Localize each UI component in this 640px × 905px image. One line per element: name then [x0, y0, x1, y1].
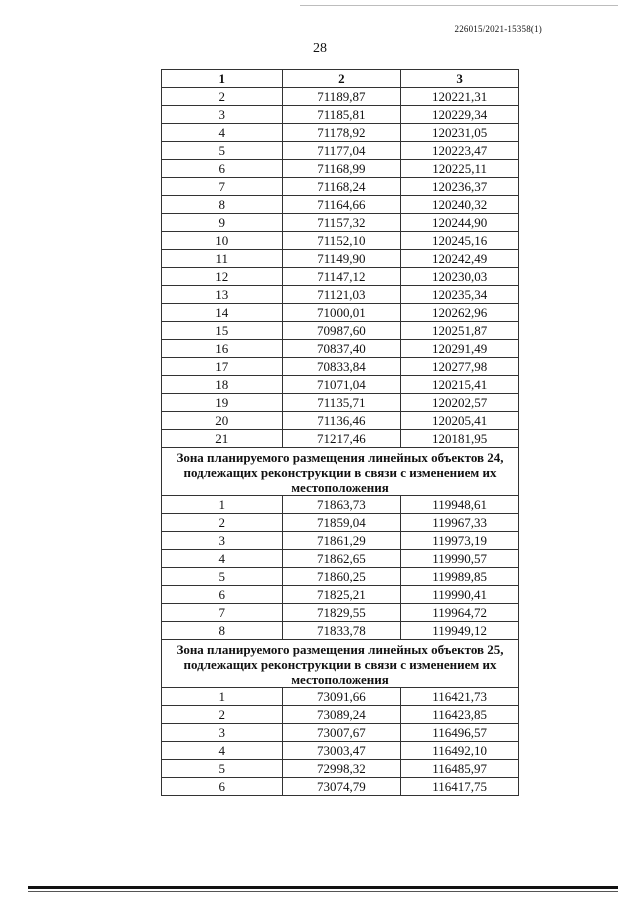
table-row — [162, 394, 519, 412]
table-row — [162, 106, 519, 124]
y-coordinate-cell: 119948,61 — [401, 496, 519, 514]
x-coordinate-cell: 71000,01 — [282, 304, 401, 322]
x-coordinate-cell: 73003,47 — [282, 742, 401, 760]
x-coordinate-cell: 70837,40 — [282, 340, 401, 358]
point-number-cell: 9 — [162, 214, 283, 232]
table-row — [162, 142, 519, 160]
table-row — [162, 604, 519, 622]
y-coordinate-cell: 116417,75 — [401, 778, 519, 796]
y-coordinate-cell: 120277,98 — [401, 358, 519, 376]
table-row — [162, 124, 519, 142]
table-row — [162, 532, 519, 550]
y-coordinate-cell: 119990,57 — [401, 550, 519, 568]
x-coordinate-cell: 71168,24 — [282, 178, 401, 196]
table-row — [162, 622, 519, 640]
y-coordinate-cell: 116485,97 — [401, 760, 519, 778]
y-coordinate-cell: 120251,87 — [401, 322, 519, 340]
x-coordinate-cell: 71217,46 — [282, 430, 401, 448]
y-coordinate-cell: 119973,19 — [401, 532, 519, 550]
column-header-2: 2 — [282, 70, 401, 88]
y-coordinate-cell: 116492,10 — [401, 742, 519, 760]
table-row — [162, 322, 519, 340]
table-row — [162, 214, 519, 232]
x-coordinate-cell: 71862,65 — [282, 550, 401, 568]
y-coordinate-cell: 119989,85 — [401, 568, 519, 586]
x-coordinate-cell: 71178,92 — [282, 124, 401, 142]
point-number-cell: 7 — [162, 604, 283, 622]
y-coordinate-cell: 116421,73 — [401, 688, 519, 706]
y-coordinate-cell: 119949,12 — [401, 622, 519, 640]
y-coordinate-cell: 119990,41 — [401, 586, 519, 604]
table-row — [162, 550, 519, 568]
point-number-cell: 4 — [162, 124, 283, 142]
table-row — [162, 760, 519, 778]
column-header-3: 3 — [401, 70, 519, 88]
table-row — [162, 250, 519, 268]
table-row — [162, 412, 519, 430]
page-number: 28 — [313, 41, 327, 56]
table-row — [162, 286, 519, 304]
x-coordinate-cell: 71825,21 — [282, 586, 401, 604]
x-coordinate-cell: 71861,29 — [282, 532, 401, 550]
point-number-cell: 2 — [162, 706, 283, 724]
point-number-cell: 6 — [162, 160, 283, 178]
footer-rule-thin — [28, 891, 618, 892]
table-row — [162, 430, 519, 448]
table-row — [162, 778, 519, 796]
table-row — [162, 304, 519, 322]
point-number-cell: 12 — [162, 268, 283, 286]
x-coordinate-cell: 72998,32 — [282, 760, 401, 778]
table-row — [162, 724, 519, 742]
y-coordinate-cell: 120240,32 — [401, 196, 519, 214]
point-number-cell: 6 — [162, 586, 283, 604]
y-coordinate-cell: 120202,57 — [401, 394, 519, 412]
point-number-cell: 6 — [162, 778, 283, 796]
point-number-cell: 20 — [162, 412, 283, 430]
x-coordinate-cell: 73074,79 — [282, 778, 401, 796]
table-header-row — [162, 70, 519, 88]
point-number-cell: 18 — [162, 376, 283, 394]
point-number-cell: 14 — [162, 304, 283, 322]
x-coordinate-cell: 71149,90 — [282, 250, 401, 268]
point-number-cell: 8 — [162, 622, 283, 640]
y-coordinate-cell: 119964,72 — [401, 604, 519, 622]
x-coordinate-cell: 71860,25 — [282, 568, 401, 586]
y-coordinate-cell: 120235,34 — [401, 286, 519, 304]
table-row — [162, 196, 519, 214]
y-coordinate-cell: 120262,96 — [401, 304, 519, 322]
coordinates-table-body — [162, 70, 519, 796]
point-number-cell: 3 — [162, 532, 283, 550]
x-coordinate-cell: 71863,73 — [282, 496, 401, 514]
y-coordinate-cell: 120245,16 — [401, 232, 519, 250]
x-coordinate-cell: 70987,60 — [282, 322, 401, 340]
point-number-cell: 8 — [162, 196, 283, 214]
y-coordinate-cell: 120225,11 — [401, 160, 519, 178]
x-coordinate-cell: 73091,66 — [282, 688, 401, 706]
x-coordinate-cell: 71189,87 — [282, 88, 401, 106]
y-coordinate-cell: 120236,37 — [401, 178, 519, 196]
table-row — [162, 160, 519, 178]
point-number-cell: 5 — [162, 142, 283, 160]
point-number-cell: 7 — [162, 178, 283, 196]
coordinates-table — [161, 69, 519, 796]
table-row — [162, 568, 519, 586]
x-coordinate-cell: 71833,78 — [282, 622, 401, 640]
x-coordinate-cell: 71071,04 — [282, 376, 401, 394]
x-coordinate-cell: 71135,71 — [282, 394, 401, 412]
footer-rule — [28, 886, 618, 889]
table-row — [162, 706, 519, 724]
point-number-cell: 13 — [162, 286, 283, 304]
y-coordinate-cell: 116496,57 — [401, 724, 519, 742]
table-row — [162, 178, 519, 196]
table-row — [162, 586, 519, 604]
x-coordinate-cell: 71185,81 — [282, 106, 401, 124]
point-number-cell: 2 — [162, 514, 283, 532]
point-number-cell: 11 — [162, 250, 283, 268]
table-row — [162, 688, 519, 706]
point-number-cell: 5 — [162, 568, 283, 586]
point-number-cell: 17 — [162, 358, 283, 376]
table-row — [162, 340, 519, 358]
point-number-cell: 4 — [162, 742, 283, 760]
x-coordinate-cell: 71829,55 — [282, 604, 401, 622]
y-coordinate-cell: 120230,03 — [401, 268, 519, 286]
x-coordinate-cell: 71152,10 — [282, 232, 401, 250]
y-coordinate-cell: 116423,85 — [401, 706, 519, 724]
x-coordinate-cell: 71121,03 — [282, 286, 401, 304]
point-number-cell: 2 — [162, 88, 283, 106]
point-number-cell: 10 — [162, 232, 283, 250]
table-row — [162, 496, 519, 514]
table-row — [162, 268, 519, 286]
table-row — [162, 376, 519, 394]
point-number-cell: 3 — [162, 106, 283, 124]
x-coordinate-cell: 71164,66 — [282, 196, 401, 214]
zone-title: Зона планируемого размещения линейных объектов 25, подлежащих реконструкции в связи с изменением их местоположения — [162, 640, 519, 688]
point-number-cell: 3 — [162, 724, 283, 742]
x-coordinate-cell: 71136,46 — [282, 412, 401, 430]
table-row — [162, 514, 519, 532]
y-coordinate-cell: 120229,34 — [401, 106, 519, 124]
y-coordinate-cell: 120181,95 — [401, 430, 519, 448]
point-number-cell: 21 — [162, 430, 283, 448]
x-coordinate-cell: 71147,12 — [282, 268, 401, 286]
x-coordinate-cell: 71859,04 — [282, 514, 401, 532]
y-coordinate-cell: 120215,41 — [401, 376, 519, 394]
x-coordinate-cell: 73007,67 — [282, 724, 401, 742]
point-number-cell: 4 — [162, 550, 283, 568]
column-header-1: 1 — [162, 70, 283, 88]
y-coordinate-cell: 120231,05 — [401, 124, 519, 142]
point-number-cell: 16 — [162, 340, 283, 358]
y-coordinate-cell: 119967,33 — [401, 514, 519, 532]
table-row — [162, 88, 519, 106]
point-number-cell: 1 — [162, 496, 283, 514]
zone-header-row — [162, 448, 519, 496]
x-coordinate-cell: 71168,99 — [282, 160, 401, 178]
zone-title: Зона планируемого размещения линейных объектов 24, подлежащих реконструкции в связи с изменением их местоположения — [162, 448, 519, 496]
point-number-cell: 15 — [162, 322, 283, 340]
x-coordinate-cell: 71177,04 — [282, 142, 401, 160]
x-coordinate-cell: 73089,24 — [282, 706, 401, 724]
table-row — [162, 358, 519, 376]
x-coordinate-cell: 71157,32 — [282, 214, 401, 232]
top-rule — [300, 5, 618, 6]
y-coordinate-cell: 120291,49 — [401, 340, 519, 358]
y-coordinate-cell: 120244,90 — [401, 214, 519, 232]
y-coordinate-cell: 120221,31 — [401, 88, 519, 106]
table-row — [162, 232, 519, 250]
y-coordinate-cell: 120205,41 — [401, 412, 519, 430]
y-coordinate-cell: 120242,49 — [401, 250, 519, 268]
zone-header-row — [162, 640, 519, 688]
point-number-cell: 5 — [162, 760, 283, 778]
table-row — [162, 742, 519, 760]
point-number-cell: 1 — [162, 688, 283, 706]
point-number-cell: 19 — [162, 394, 283, 412]
y-coordinate-cell: 120223,47 — [401, 142, 519, 160]
x-coordinate-cell: 70833,84 — [282, 358, 401, 376]
document-id: 226015/2021-15358(1) — [454, 24, 542, 34]
